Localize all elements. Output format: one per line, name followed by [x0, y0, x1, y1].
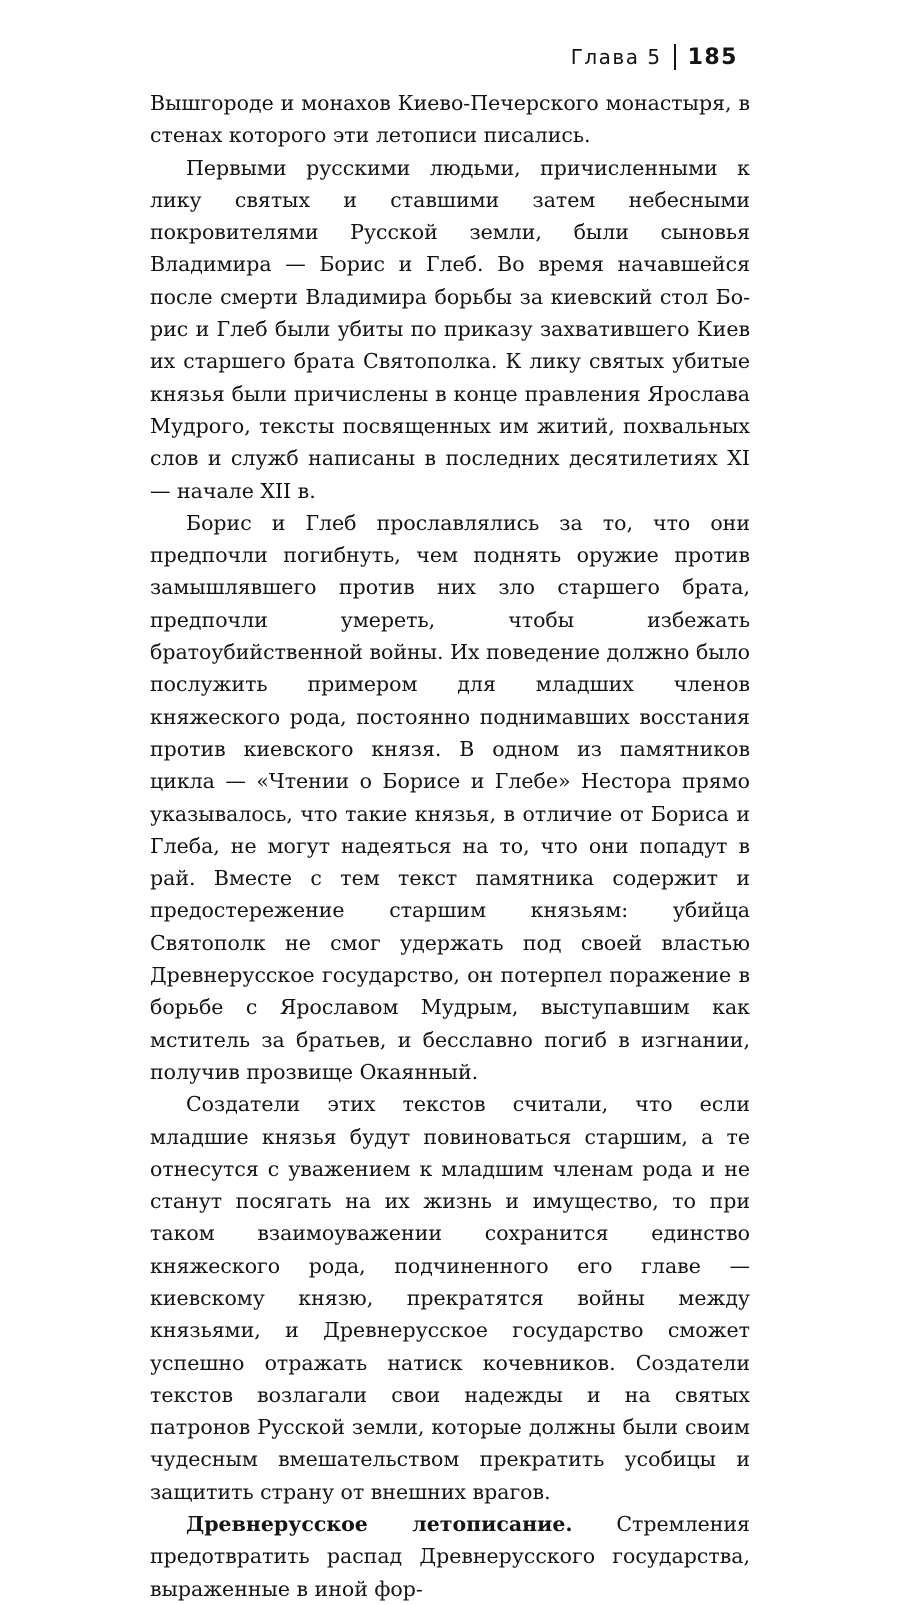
section-text: Стремления предотвратить распад Древнерусского государства, выраженные в иной фор-: [150, 1512, 750, 1601]
chapter-label: Глава 5: [570, 45, 662, 69]
body-text: [150, 87, 750, 1605]
section-heading: Древнерусское летописание.: [186, 1512, 573, 1537]
paragraph-text-creators: Создатели этих текстов считали, что если младшие князья будут повиноваться старшим, а те отнесутся с уважением к младшим членам рода и не станут посягать на их жизнь и имущество, то при таком взаимоуважении сохранится единство княжеского рода, подчиненного его главе — киевскому князю, прекратятся войны между князьями, и Древнерусское государство сможет успешно отражать натиск кочевников. Создатели текстов возлагали свои надежды и на святых патронов Русской земли, которые должны были своим чудесным вмешательством прекратить усобицы и защитить страну от внешних врагов.: [150, 1092, 750, 1504]
paragraph-continuation: Вышгороде и монахов Киево-Печерского монастыря, в стенах которого эти летописи писались.: [150, 91, 750, 148]
page-number: 185: [687, 44, 738, 70]
running-head: [571, 44, 738, 70]
paragraph-boris-gleb-glory: Борис и Глеб прославлялись за то, что они предпочли погибнуть, чем поднять оружие против замышлявшего против них зло старшего брата, предпочли умереть, чтобы избежать братоубийственной войны. Их поведение должно было послужить примером для младших членов княжеского рода, постоянно поднимавших восстания против киевского князя. В одном из памятников цикла — «Чтении о Борисе и Глебе» Нестора прямо указывалось, что такие князья, в отличие от Бориса и Глеба, не могут надеяться на то, что они попадут в рай. Вместе с тем текст памятника содержит и предостережение старшим князьям: убийца Святополк не смог удержать под своей властью Древнерусское государство, он потерпел поражение в борьбе с Ярославом Мудрым, выступавшим как мститель за братьев, и бесславно погиб в изгнании, получив прозвище Окаянный.: [150, 510, 750, 1084]
header-separator: [674, 44, 676, 70]
paragraph-boris-gleb-intro: Первыми русскими людьми, причисленными к лику святых и ставшими затем небесными покровителями Русской земли, были сыновья Владимира — Борис и Глеб. Во время начавшейся после смерти Владимира борьбы за киевский стол Борис и Глеб были убиты по приказу захватившего Киев их старшего брата Святополка. К лику святых убитые князья были причислены в конце правления Ярослава Мудрого, тексты посвященных им житий, похвальных слов и служб написаны в последних десятилетиях XI — начале XII в.: [150, 155, 750, 503]
paragraph-chronicle-section: [150, 1508, 750, 1605]
